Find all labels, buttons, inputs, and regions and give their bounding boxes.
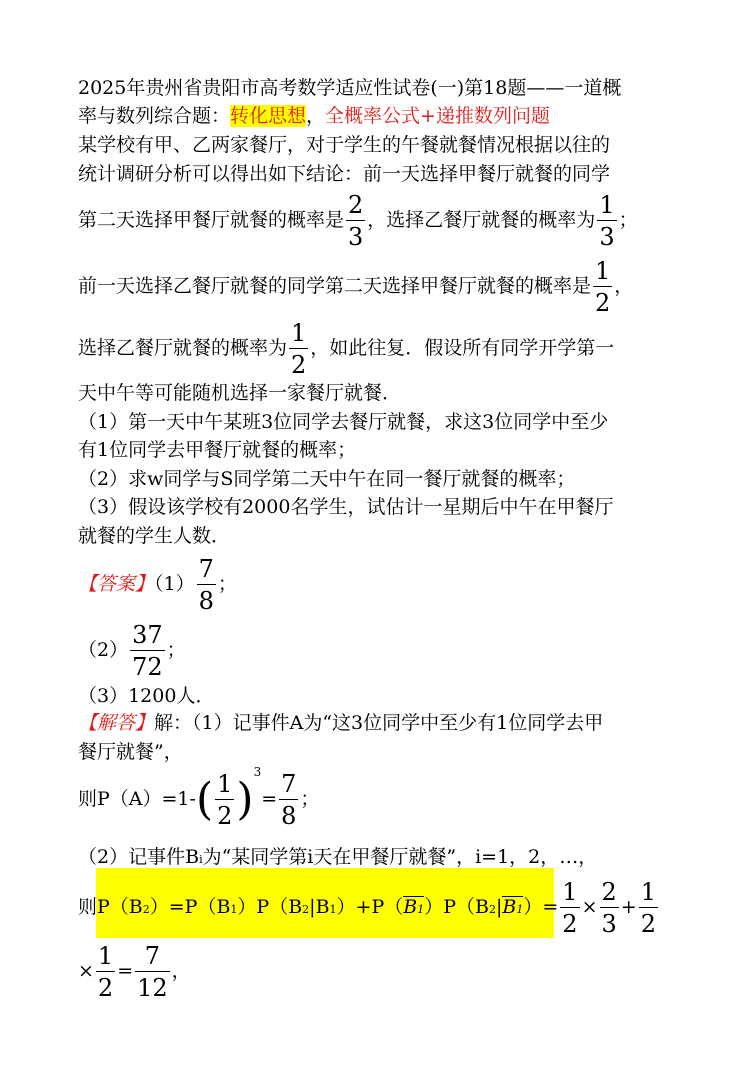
answer-2: （2） $\frac{37}{72}$ ；	[78, 621, 186, 681]
seven-eighths: $\frac{7}{8}$	[281, 770, 297, 830]
problem-line-3: 第二天选择甲餐厅就餐的概率是 $\frac{2}{3}$ ，选择乙餐厅就餐的概率为 $\frac{1}{3}$ ；	[78, 191, 638, 251]
answer-1: 【答案】（1） $\frac{7}{8}$ ；	[78, 555, 237, 615]
fraction-1-3: $\frac{1}{3}$	[599, 191, 615, 251]
title-red-text: 全概率公式+递推数列问题	[325, 105, 550, 127]
problem-line-6: 天中午等可能随机选择一家餐厅就餐．	[78, 382, 402, 404]
title-highlight: 转化思想	[230, 105, 307, 127]
half-fraction: $\frac{1}{2}$	[217, 770, 233, 830]
question-1-line-2: 有1位同学去甲餐厅就餐的概率；	[78, 439, 357, 461]
solution-label: 【解答】	[78, 712, 155, 734]
solution-eq-1: 则P（A）=1-( $\frac{1}{2}$ )$^3$= $\frac{7}{8}$ ；	[78, 765, 320, 830]
answer-2-fraction: $\frac{37}{72}$	[132, 621, 163, 681]
title-line-1: 2025年贵州省贵阳市高考数学适应性试卷(一)第18题——一道概	[78, 77, 622, 99]
solution-line-2: 餐厅就餐”，	[78, 741, 183, 763]
fraction-1-2-a: $\frac{1}{2}$	[595, 257, 611, 317]
question-1-line-1: （1）第一天中午某班3位同学去餐厅就餐，求这3位同学中至少	[78, 411, 609, 433]
problem-line-2: 统计调研分析可以得出如下结论：前一天选择甲餐厅就餐的同学	[78, 163, 611, 185]
solution-eq-2: 则P（B2）=P（B1）P（B2|B1）+P（B1）P（B2|B1）= $\frac{1}{2}$ × $\frac{2}{3}$ + $\frac{1}{2}$	[78, 878, 656, 938]
title-comma: ，	[306, 105, 326, 127]
solution-eq-3: × $\frac{1}{2}$ = $\frac{7}{12}$ ，	[78, 942, 191, 1002]
title-prefix: 率与数列综合题：	[78, 105, 231, 127]
b1-bar: B1	[403, 896, 425, 918]
title-line-2	[78, 107, 550, 126]
fraction-1-2-b: $\frac{1}{2}$	[291, 319, 307, 379]
answer-3: （3）1200人．	[78, 685, 215, 707]
answer-1-fraction: $\frac{7}{8}$	[198, 555, 214, 615]
problem-line-4: 前一天选择乙餐厅就餐的同学第二天选择甲餐厅就餐的概率是 $\frac{1}{2}$ ，	[78, 257, 634, 317]
question-3-line-2: 就餐的学生人数．	[78, 525, 231, 547]
solution-line-1: 【解答】解：（1）记事件A为“这3位同学中至少有1位同学去甲	[78, 712, 604, 734]
problem-line-5: 选择乙餐厅就餐的概率为 $\frac{1}{2}$ ，如此往复．假设所有同学开学第一	[78, 319, 615, 379]
b1-bar-2: B1	[502, 896, 524, 918]
question-2: （2）求w同学与S同学第二天中午在同一餐厅就餐的概率；	[78, 468, 576, 490]
question-3-line-1: （3）假设该学校有2000名学生，试估计一星期后中午在甲餐厅	[78, 496, 614, 518]
problem-line-1: 某学校有甲、乙两家餐厅，对于学生的午餐就餐情况根据以往的	[78, 134, 611, 156]
answer-label: 【答案】	[78, 573, 155, 595]
solution-part-2-line-1: （2）记事件Bi为“某同学第i天在甲餐厅就餐”，i=1，2，…，	[78, 846, 598, 868]
fraction-2-3: $\frac{2}{3}$	[348, 191, 364, 251]
result-fraction: $\frac{7}{12}$	[137, 942, 168, 1002]
